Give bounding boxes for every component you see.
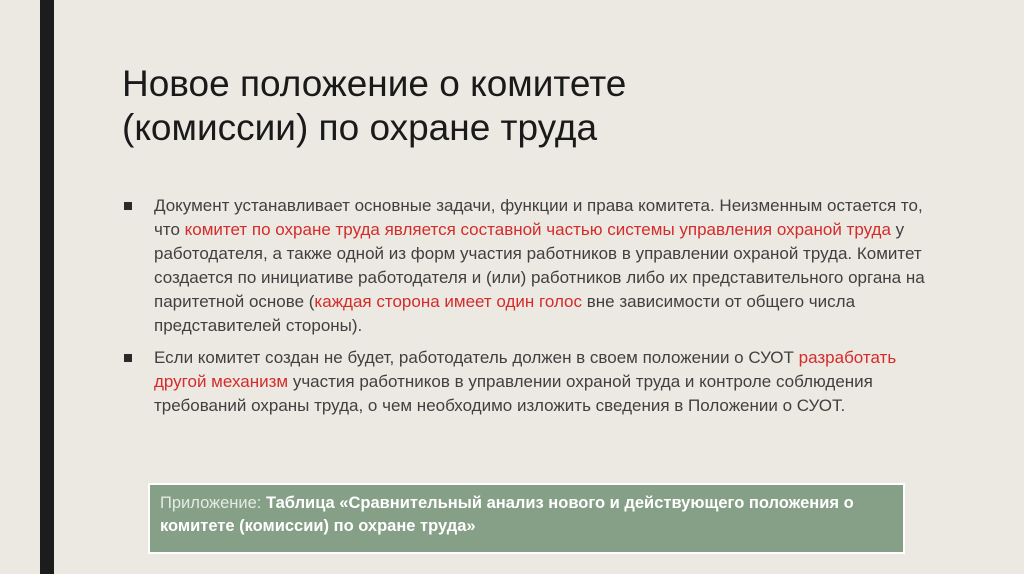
slide-title-line-2: (комиссии) по охране труда [122,107,598,148]
bullet-2-part-1: Если комитет создан не будет, работодатель должен в своем положении о СУОТ [154,348,799,367]
appendix-box [148,483,905,554]
appendix-label: Приложение: [160,494,266,512]
slide-title [122,62,942,150]
bullet-2-part-3: участия работников в управлении охраной труда и контроле соблюдения требований охраны труда, о чем необходимо изложить сведения в Положении о СУОТ. [154,372,873,415]
bullet-item-2 [122,346,942,418]
bullet-list [122,194,942,426]
bullet-1-part-1: Документ устанавливает основные задачи, функции и права комитета. Неизменным остается то, что [154,196,923,239]
bullet-1-part-5: вне зависимости от общего числа представителей стороны). [154,292,856,335]
bullet-2-highlight-1: разработать другой механизм [154,348,897,391]
square-bullet-icon [124,354,132,362]
appendix-text: Таблица «Сравнительный анализ нового и действующего положения о комитете (комиссии) по охране труда» [160,494,854,535]
bullet-1-part-3: у работодателя, а также одной из форм участия работников в управлении охраной труда. Комитет создается по инициативе работодателя и (или) работников либо их представительного органа на паритетной основе ( [154,220,925,311]
slide-title-line-1: Новое положение о комитете [122,63,627,104]
left-accent-bar [40,0,54,574]
square-bullet-icon [124,202,132,210]
bullet-item-1 [122,194,942,338]
bullet-1-highlight-1: комитет по охране труда является составной частью системы управления охраной труда [184,220,891,239]
bullet-1-highlight-2: каждая сторона имеет один голос [314,292,583,311]
